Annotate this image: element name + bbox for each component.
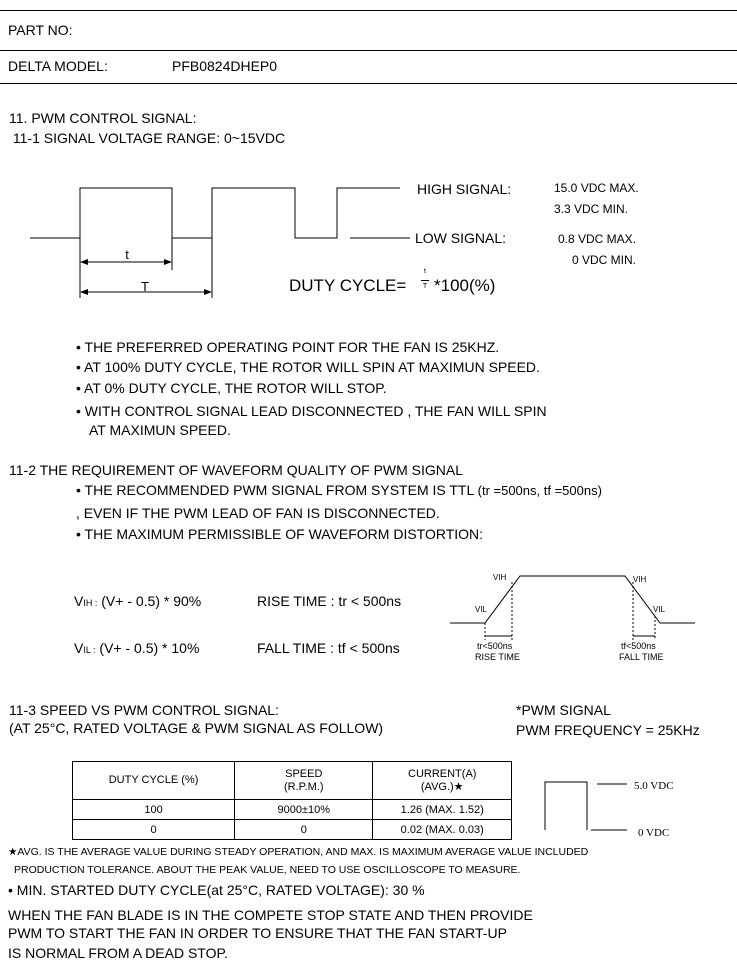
header-current: CURRENT(A) (AVG.)★ — [373, 762, 512, 800]
vil-formula: VIL : (V+ - 0.5) * 10% — [74, 640, 200, 656]
table-header-row — [73, 762, 512, 800]
header-rule-2 — [0, 83, 737, 84]
high-max-value: 15.0 VDC MAX. — [554, 181, 639, 195]
pwm-frequency-label: PWM FREQUENCY = 25KHz — [516, 722, 700, 738]
cell-speed: 0 — [235, 820, 373, 840]
cell-duty: 100 — [73, 800, 235, 820]
duty-fraction — [421, 268, 429, 291]
header-duty-cycle: DUTY CYCLE (%) — [73, 762, 235, 800]
section-11-1-title: 11-1 SIGNAL VOLTAGE RANGE: 0~15VDC — [9, 130, 286, 146]
avg-note-line1: ★AVG. IS THE AVERAGE VALUE DURING STEADY OPERATION, AND MAX. IS MAXIMUM AVERAGE VALUE INCLUDED — [8, 846, 589, 858]
vil-label-left: VIL — [475, 605, 488, 614]
bullet-1: • THE PREFERRED OPERATING POINT FOR THE FAN IS 25KHZ. — [76, 339, 500, 355]
ttl-line: • THE RECOMMENDED PWM SIGNAL FROM SYSTEM IS TTL (tr =500ns, tf =500ns) — [76, 482, 602, 498]
start-para-line2: PWM TO START THE FAN IN ORDER TO ENSURE THAT THE FAN START-UP — [8, 925, 507, 941]
speed-current-table — [72, 761, 512, 840]
rise-fall-diagram — [445, 568, 705, 668]
section-11-title: 11. PWM CONTROL SIGNAL: — [9, 110, 197, 126]
section-11-3-subtitle: (AT 25°C, RATED VOLTAGE & PWM SIGNAL AS FOLLOW) — [9, 720, 384, 736]
part-no-label: PART NO: — [8, 22, 73, 38]
disconnected-line: , EVEN IF THE PWM LEAD OF FAN IS DISCONNECTED. — [76, 505, 440, 521]
tf-label: tf<500ns — [621, 641, 656, 651]
fall-time-caption: FALL TIME — [619, 652, 664, 662]
section-11-3-title: 11-3 SPEED VS PWM CONTROL SIGNAL: — [9, 702, 279, 718]
low-max-value: 0.8 VDC MAX. — [558, 232, 637, 246]
vih-label-left: VIH — [493, 573, 507, 582]
cell-current: 1.26 (MAX. 1.52) — [373, 800, 512, 820]
header-rule-1 — [0, 50, 737, 51]
fraction-bar — [421, 280, 429, 281]
duty-cycle-prefix: DUTY CYCLE= — [289, 276, 407, 295]
header-speed: SPEED (R.P.M.) — [235, 762, 373, 800]
bullet-4-cont: AT MAXIMUN SPEED. — [89, 422, 231, 438]
avg-note-line2: PRODUCTION TOLERANCE. ABOUT THE PEAK VALUE, NEED TO USE OSCILLOSCOPE TO MEASURE. — [14, 864, 521, 876]
rise-time-label: RISE TIME : tr < 500ns — [257, 593, 402, 609]
t-label: t — [125, 247, 129, 262]
cell-duty: 0 — [73, 820, 235, 840]
high-min-value: 3.3 VDC MIN. — [554, 202, 629, 216]
distortion-line: • THE MAXIMUM PERMISSIBLE OF WAVEFORM DISTORTION: — [76, 526, 484, 542]
min-start-duty: • MIN. STARTED DUTY CYCLE(at 25°C, RATED VOLTAGE): 30 % — [8, 882, 425, 898]
start-para-line3: IS NORMAL FROM A DEAD STOP. — [8, 945, 228, 961]
bullet-3: • AT 0% DUTY CYCLE, THE ROTOR WILL STOP. — [76, 380, 387, 396]
rise-time-caption: RISE TIME — [475, 652, 520, 662]
model-value: PFB0824DHEP0 — [172, 58, 278, 74]
bullet-2: • AT 100% DUTY CYCLE, THE ROTOR WILL SPIN AT MAXIMUN SPEED. — [76, 359, 540, 375]
cell-speed: 9000±10% — [235, 800, 373, 820]
duty-numerator: t — [424, 268, 426, 275]
table-row — [73, 800, 512, 820]
fall-time-label: FALL TIME : tf < 500ns — [257, 640, 400, 656]
vil-label-right: VIL — [653, 605, 666, 614]
pwm-signal-label: *PWM SIGNAL — [516, 702, 611, 718]
top-rule — [0, 10, 737, 11]
tr-label: tr<500ns — [477, 641, 513, 651]
pwm-square-signal — [535, 770, 725, 840]
bullet-4: • WITH CONTROL SIGNAL LEAD DISCONNECTED , THE FAN WILL SPIN — [76, 403, 547, 419]
duty-cycle-suffix: *100(%) — [434, 276, 496, 295]
duty-denominator: T — [422, 283, 428, 290]
start-para-line1: WHEN THE FAN BLADE IS IN THE COMPETE STOP STATE AND THEN PROVIDE — [8, 907, 533, 923]
T-label: T — [141, 279, 149, 294]
table-row — [73, 820, 512, 840]
low-min-value: 0 VDC MIN. — [572, 253, 637, 267]
vih-formula: VIH : (V+ - 0.5) * 90% — [74, 593, 202, 609]
vdc-high-label: 5.0 VDC — [634, 780, 674, 792]
model-label: DELTA MODEL: — [8, 58, 108, 74]
low-signal-label: LOW SIGNAL: — [415, 230, 507, 246]
vdc-low-label: 0 VDC — [638, 827, 670, 839]
vih-label-right: VIH — [633, 575, 647, 584]
cell-current: 0.02 (MAX. 0.03) — [373, 820, 512, 840]
section-11-2-title: 11-2 THE REQUIREMENT OF WAVEFORM QUALITY OF PWM SIGNAL — [9, 462, 464, 478]
high-signal-label: HIGH SIGNAL: — [417, 181, 512, 197]
